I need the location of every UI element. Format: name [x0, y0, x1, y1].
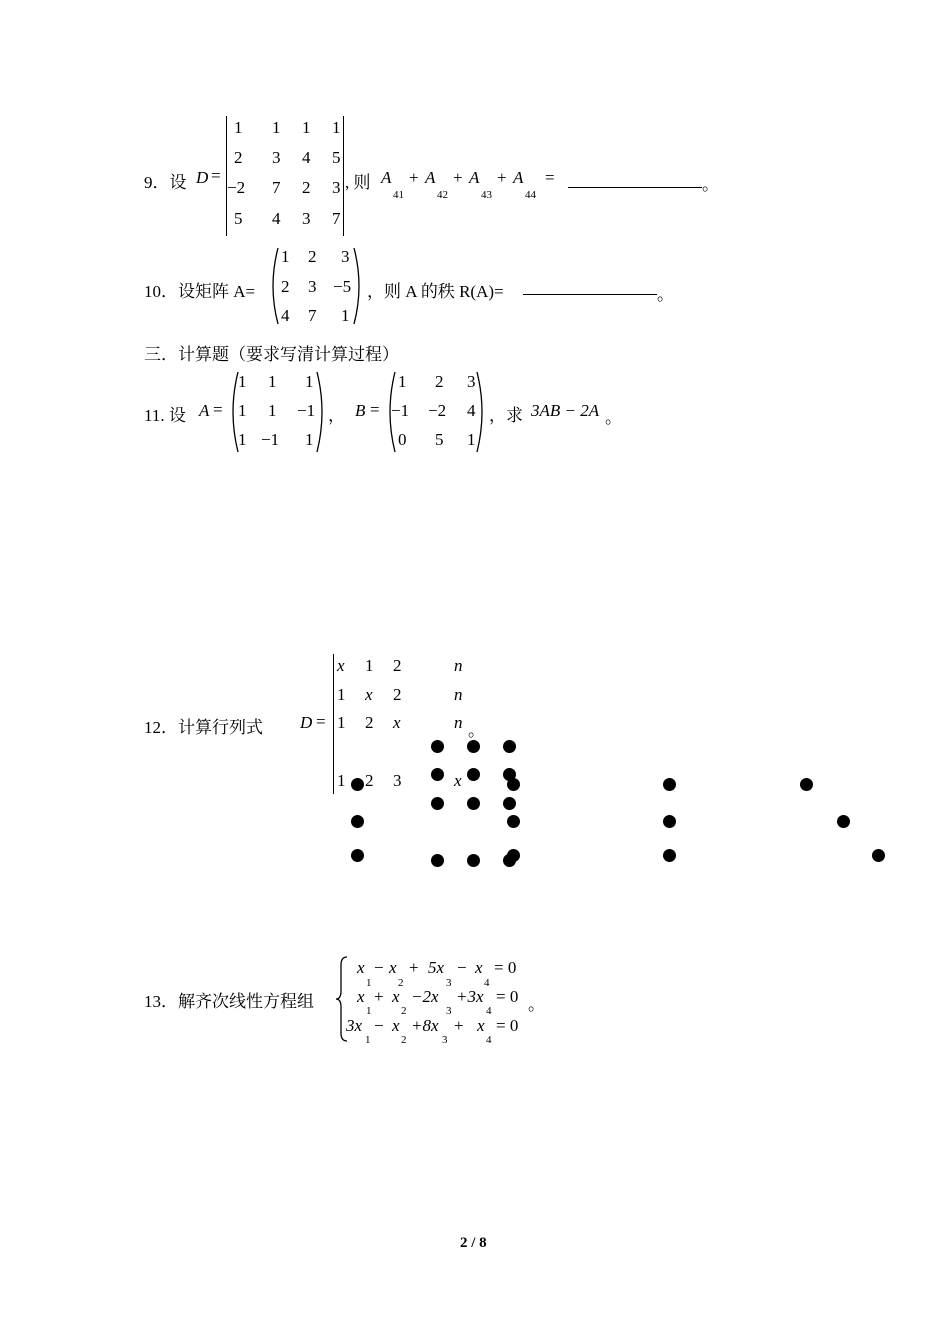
q9-answer-blank — [568, 187, 702, 188]
eq-subscript: 2 — [401, 1005, 407, 1017]
eq-term: 5x — [428, 958, 445, 977]
eq-subscript: 1 — [366, 1005, 372, 1017]
q11-ask: ，求 — [489, 406, 523, 425]
q10-right-paren — [352, 246, 366, 326]
eq-subscript: 4 — [484, 977, 490, 989]
ellipsis-dot — [351, 849, 364, 862]
matrix-cell: 3 — [308, 277, 317, 296]
matrix-cell: 1 — [332, 118, 341, 137]
matrix-cell: 7 — [272, 178, 281, 197]
matrix-cell: 0 — [398, 430, 407, 449]
matrix-cell: 1 — [305, 430, 314, 449]
q10-left-paren — [266, 246, 280, 326]
matrix-cell: 1 — [337, 713, 346, 732]
matrix-cell: −1 — [391, 401, 410, 420]
q9-term-a: A — [425, 168, 436, 187]
q9-end: 。 — [702, 175, 719, 194]
ellipsis-dot — [467, 854, 480, 867]
ellipsis-dot — [431, 740, 444, 753]
section-heading: 三．计算题（要求写清计算过程） — [144, 345, 399, 364]
matrix-cell: n — [454, 685, 463, 704]
matrix-cell: 2 — [234, 148, 243, 167]
matrix-cell: 1 — [467, 430, 476, 449]
matrix-cell: 4 — [302, 148, 311, 167]
matrix-cell: x — [337, 656, 345, 675]
q12-number: 12．计算行列式 — [144, 718, 263, 737]
ellipsis-dot — [663, 849, 676, 862]
matrix-cell: 2 — [302, 178, 311, 197]
q10-answer-blank — [523, 294, 657, 295]
q11-comma: ， — [328, 406, 345, 425]
matrix-cell: 1 — [268, 372, 277, 391]
eq-term: x — [357, 958, 365, 977]
q9-var-d: D — [196, 168, 209, 187]
eq-term: x — [392, 987, 400, 1006]
eq-subscript: 2 — [398, 977, 404, 989]
eq-subscript: 4 — [486, 1034, 492, 1046]
matrix-cell: 7 — [332, 209, 341, 228]
matrix-cell: 3 — [393, 771, 402, 790]
q9-det-left-bar — [226, 116, 227, 236]
q10-number: 10．设矩阵 A= — [144, 282, 256, 301]
matrix-cell: 1 — [268, 401, 277, 420]
q13-end: 。 — [528, 995, 545, 1014]
eq-subscript: 1 — [365, 1034, 371, 1046]
q12-equals: = — [316, 712, 326, 731]
q9-equals-final: = — [545, 168, 555, 187]
q11-var-b: B — [355, 401, 366, 420]
eq-term: x — [357, 987, 365, 1006]
eq-term: x — [475, 958, 483, 977]
matrix-cell: 1 — [238, 401, 247, 420]
eq-operator: − — [457, 958, 467, 977]
eq-term: +8x — [411, 1016, 439, 1035]
ellipsis-dot — [431, 797, 444, 810]
q11-equals: = — [213, 400, 223, 419]
ellipsis-dot — [800, 778, 813, 791]
matrix-cell: −1 — [297, 401, 316, 420]
ellipsis-dot — [467, 768, 480, 781]
matrix-cell: 3 — [332, 178, 341, 197]
matrix-cell: 4 — [281, 306, 290, 325]
page-number: 2 / 8 — [460, 1235, 487, 1251]
ellipsis-dot — [507, 849, 520, 862]
ellipsis-dot — [507, 778, 520, 791]
eq-term: −2x — [411, 987, 439, 1006]
matrix-cell: 4 — [272, 209, 281, 228]
q9-term-sub: 44 — [525, 189, 536, 201]
ellipsis-dot — [663, 815, 676, 828]
matrix-cell: 1 — [341, 306, 350, 325]
eq-term: 3x — [346, 1016, 363, 1035]
ellipsis-dot — [431, 768, 444, 781]
ellipsis-dot — [351, 815, 364, 828]
eq-subscript: 4 — [486, 1005, 492, 1017]
q11-expression: 3AB − 2A — [531, 401, 600, 420]
eq-operator: − — [374, 958, 384, 977]
q13-number: 13．解齐次线性方程组 — [144, 992, 314, 1011]
q11-number: 11. 设 — [144, 406, 186, 425]
q9-number: 9．设 — [144, 173, 187, 192]
q9-plus: + — [497, 168, 507, 187]
q9-term-sub: 43 — [481, 189, 492, 201]
q10-end: 。 — [657, 285, 674, 304]
matrix-cell: 3 — [272, 148, 281, 167]
eq-operator: + — [409, 958, 419, 977]
q9-plus: + — [453, 168, 463, 187]
q9-term-a: A — [469, 168, 480, 187]
matrix-cell: 2 — [308, 247, 317, 266]
eq-term: x — [477, 1016, 485, 1035]
ellipsis-dot — [467, 797, 480, 810]
eq-term: +3x — [456, 987, 484, 1006]
q12-var-d: D — [300, 713, 313, 732]
matrix-cell: 1 — [281, 247, 290, 266]
ellipsis-dot — [837, 815, 850, 828]
matrix-cell: n — [454, 656, 463, 675]
q9-term-a: A — [513, 168, 524, 187]
ellipsis-dot — [872, 849, 885, 862]
matrix-cell: −2 — [428, 401, 447, 420]
matrix-cell: 1 — [305, 372, 314, 391]
matrix-cell: 5 — [234, 209, 243, 228]
matrix-cell: 1 — [302, 118, 311, 137]
matrix-cell: 2 — [365, 713, 374, 732]
matrix-cell: 5 — [435, 430, 444, 449]
eq-rhs: = 0 — [494, 958, 517, 977]
matrix-cell: 2 — [393, 685, 402, 704]
matrix-cell: 1 — [365, 656, 374, 675]
matrix-cell: 5 — [332, 148, 341, 167]
ellipsis-dot — [503, 740, 516, 753]
matrix-cell: 1 — [337, 685, 346, 704]
matrix-cell: 1 — [398, 372, 407, 391]
matrix-cell: 3 — [341, 247, 350, 266]
matrix-cell: 1 — [272, 118, 281, 137]
matrix-cell: −1 — [261, 430, 280, 449]
eq-subscript: 3 — [446, 977, 452, 989]
eq-subscript: 1 — [366, 977, 372, 989]
matrix-cell: x — [454, 771, 462, 790]
ellipsis-dot — [351, 778, 364, 791]
matrix-cell: 1 — [234, 118, 243, 137]
eq-operator: − — [374, 1016, 384, 1035]
matrix-cell: 1 — [238, 430, 247, 449]
matrix-cell: 7 — [308, 306, 317, 325]
q9-plus: + — [409, 168, 419, 187]
q11-a-right-paren — [315, 370, 329, 454]
matrix-cell: x — [365, 685, 373, 704]
ellipsis-dot — [663, 778, 676, 791]
q10-text: ，则 A 的秩 R(A)= — [367, 282, 504, 301]
ellipsis-dot — [503, 797, 516, 810]
q9-term-sub: 42 — [437, 189, 448, 201]
eq-operator: + — [454, 1016, 464, 1035]
eq-rhs: = 0 — [496, 1016, 519, 1035]
q9-term-a: A — [381, 168, 392, 187]
q9-term-sub: 41 — [393, 189, 404, 201]
q11-var-a: A — [199, 401, 210, 420]
eq-operator: + — [374, 987, 384, 1006]
matrix-cell: 1 — [337, 771, 346, 790]
matrix-cell: 4 — [467, 401, 476, 420]
q12-det-left-bar — [333, 654, 334, 794]
q11-equals: = — [370, 400, 380, 419]
matrix-cell: 2 — [393, 656, 402, 675]
matrix-cell: 2 — [365, 771, 374, 790]
eq-rhs: = 0 — [496, 987, 519, 1006]
eq-subscript: 3 — [446, 1005, 452, 1017]
ellipsis-dot — [467, 740, 480, 753]
eq-term: x — [392, 1016, 400, 1035]
matrix-cell: 2 — [281, 277, 290, 296]
matrix-cell: 2 — [435, 372, 444, 391]
matrix-cell: 3 — [302, 209, 311, 228]
matrix-cell: −5 — [333, 277, 352, 296]
matrix-cell: x — [393, 713, 401, 732]
eq-subscript: 3 — [442, 1034, 448, 1046]
matrix-cell: 3 — [467, 372, 476, 391]
q11-end: 。 — [605, 408, 622, 427]
q12-end: 。 — [468, 721, 485, 740]
ellipsis-dot — [507, 815, 520, 828]
q9-equals: = — [211, 166, 221, 185]
q11-b-right-paren — [475, 370, 489, 454]
eq-term: x — [389, 958, 397, 977]
ellipsis-dot — [431, 854, 444, 867]
matrix-cell: n — [454, 713, 463, 732]
matrix-cell: 1 — [238, 372, 247, 391]
q9-then: , 则 — [345, 173, 371, 192]
matrix-cell: −2 — [227, 178, 246, 197]
eq-subscript: 2 — [401, 1034, 407, 1046]
